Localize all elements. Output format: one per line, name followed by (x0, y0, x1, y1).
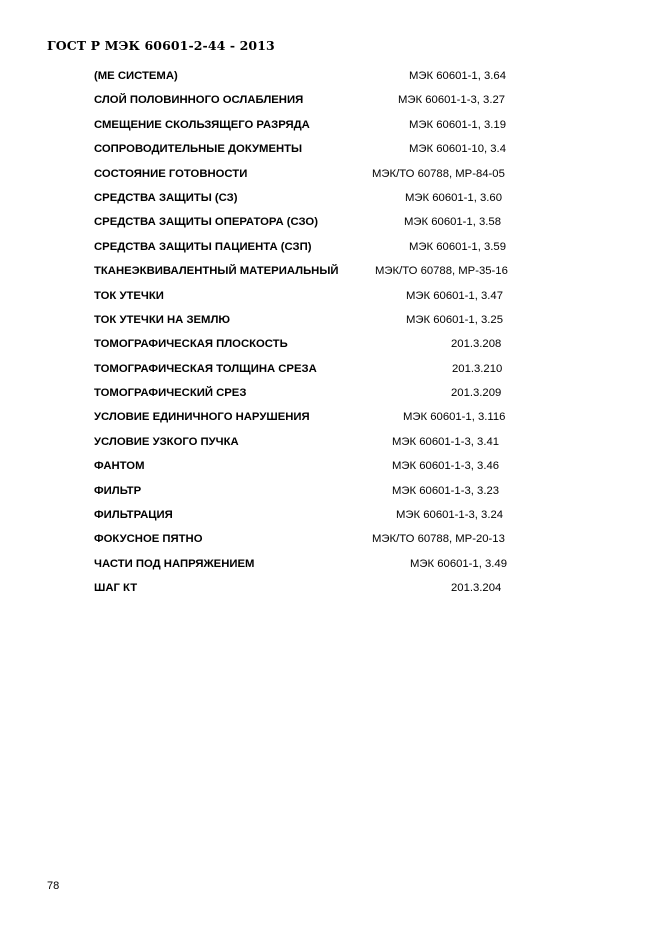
index-row (0, 338, 661, 354)
index-term: ФАНТОМ (94, 460, 145, 472)
index-term: СРЕДСТВА ЗАЩИТЫ ПАЦИЕНТА (СЗП) (94, 241, 312, 253)
index-row (0, 314, 661, 330)
index-reference: МЭК 60601-1, 3.49 (410, 558, 507, 570)
index-reference: МЭК 60601-1-3, 3.41 (392, 436, 500, 448)
index-row (0, 436, 661, 452)
index-term: СОПРОВОДИТЕЛЬНЫЕ ДОКУМЕНТЫ (94, 143, 303, 155)
index-reference: МЭК 60601-1, 3.116 (403, 411, 506, 423)
index-reference: МЭК 60601-1-3, 3.46 (392, 460, 500, 472)
index-row (0, 168, 661, 184)
index-term: ТОМОГРАФИЧЕСКИЙ СРЕЗ (94, 387, 247, 399)
index-reference: МЭК 60601-1, 3.59 (409, 241, 506, 253)
index-reference: МЭК 60601-10, 3.4 (409, 143, 506, 155)
index-term: ТОК УТЕЧКИ НА ЗЕМЛЮ (94, 314, 231, 326)
index-row (0, 509, 661, 525)
index-row (0, 70, 661, 86)
index-term: СРЕДСТВА ЗАЩИТЫ ОПЕРАТОРА (СЗО) (94, 216, 318, 228)
index-row (0, 363, 661, 379)
index-row (0, 582, 661, 598)
index-row (0, 216, 661, 232)
index-row (0, 485, 661, 501)
index-row (0, 241, 661, 257)
index-row (0, 290, 661, 306)
index-term: ТКАНЕЭКВИВАЛЕНТНЫЙ МАТЕРИАЛЬНЫЙ (94, 265, 339, 277)
index-reference: МЭК 60601-1, 3.25 (406, 314, 503, 326)
index-row (0, 460, 661, 476)
index-reference: МЭК 60601-1, 3.60 (405, 192, 502, 204)
index-term: ШАГ КТ (94, 582, 138, 594)
index-term: СОСТОЯНИЕ ГОТОВНОСТИ (94, 168, 248, 180)
index-row (0, 192, 661, 208)
index-reference: МЭК/ТО 60788, МР-20-13 (372, 533, 505, 545)
index-term: (МЕ СИСТЕМА) (94, 70, 178, 82)
index-reference: МЭК/ТО 60788, МР-35-16 (375, 265, 508, 277)
index-term: ФОКУСНОЕ ПЯТНО (94, 533, 203, 545)
index-reference: МЭК 60601-1, 3.58 (404, 216, 501, 228)
index-term: СМЕЩЕНИЕ СКОЛЬЗЯЩЕГО РАЗРЯДА (94, 119, 310, 131)
index-reference: МЭК 60601-1-3, 3.24 (396, 509, 504, 521)
index-row (0, 119, 661, 135)
index-term: ТОК УТЕЧКИ (94, 290, 164, 302)
index-reference: 201.3.209 (451, 387, 502, 399)
page-number: 78 (47, 880, 60, 892)
index-reference: МЭК 60601-1-3, 3.23 (392, 485, 500, 497)
index-row (0, 387, 661, 403)
index-row (0, 558, 661, 574)
index-term: ТОМОГРАФИЧЕСКАЯ ТОЛЩИНА СРЕЗА (94, 363, 317, 375)
index-term: ФИЛЬТР (94, 485, 142, 497)
index-reference: МЭК 60601-1, 3.47 (406, 290, 503, 302)
index-row (0, 411, 661, 427)
document-header: ГОСТ Р МЭК 60601-2-44 - 2013 (47, 38, 275, 53)
index-reference: МЭК 60601-1, 3.64 (409, 70, 506, 82)
index-reference: МЭК 60601-1, 3.19 (409, 119, 506, 131)
index-row (0, 143, 661, 159)
index-reference: МЭК/ТО 60788, МР-84-05 (372, 168, 505, 180)
index-term: ЧАСТИ ПОД НАПРЯЖЕНИЕМ (94, 558, 255, 570)
index-term: УСЛОВИЕ УЗКОГО ПУЧКА (94, 436, 239, 448)
index-term: ФИЛЬТРАЦИЯ (94, 509, 173, 521)
index-term: УСЛОВИЕ ЕДИНИЧНОГО НАРУШЕНИЯ (94, 411, 310, 423)
index-reference: МЭК 60601-1-3, 3.27 (398, 94, 506, 106)
index-reference: 201.3.204 (451, 582, 502, 594)
index-term: ТОМОГРАФИЧЕСКАЯ ПЛОСКОСТЬ (94, 338, 288, 350)
index-row (0, 533, 661, 549)
index-reference: 201.3.210 (452, 363, 503, 375)
index-term: СРЕДСТВА ЗАЩИТЫ (СЗ) (94, 192, 238, 204)
index-reference: 201.3.208 (451, 338, 502, 350)
index-row (0, 265, 661, 281)
index-term: СЛОЙ ПОЛОВИННОГО ОСЛАБЛЕНИЯ (94, 94, 304, 106)
index-row (0, 94, 661, 110)
